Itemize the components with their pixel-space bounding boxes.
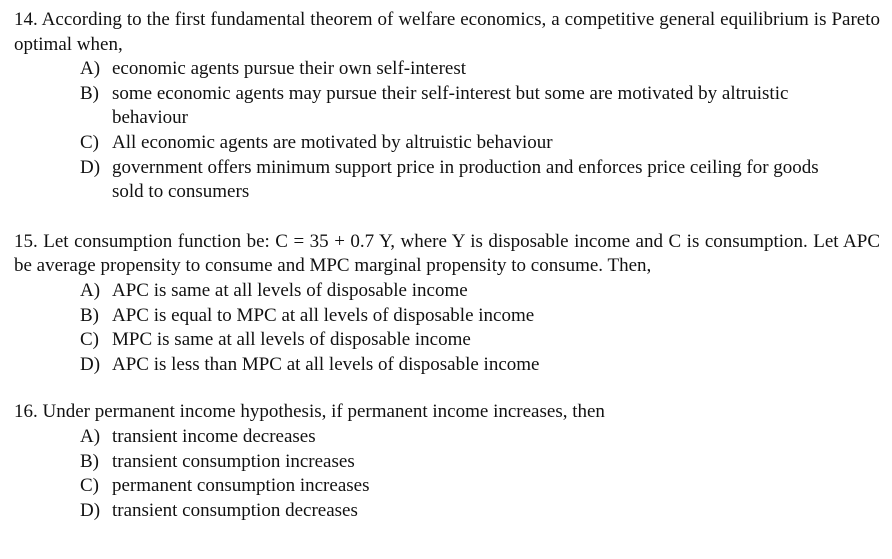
option-b <box>80 450 880 475</box>
question-stem: 16. Under permanent income hypothesis, if permanent income increases, then <box>14 401 605 423</box>
spacer <box>14 205 880 230</box>
option-letter: A) <box>80 279 101 301</box>
question-stem: 15. Let consumption function be: C = 35 + 0.7 Y, where Y is disposable income and C is consumption. Let APC be average propensity to consume and MPC marginal propensity to consume. Then, <box>14 230 880 277</box>
question-16 <box>14 400 880 523</box>
option-letter: B) <box>80 304 99 326</box>
option-text: transient consumption decreases <box>112 499 358 521</box>
option-text: APC is equal to MPC at all levels of disposable income <box>112 304 535 326</box>
option-c <box>80 328 880 353</box>
option-list <box>14 279 880 377</box>
option-text: transient income decreases <box>112 425 316 447</box>
option-list <box>14 57 880 205</box>
option-text: APC is less than MPC at all levels of disposable income <box>112 353 540 375</box>
option-text: MPC is same at all levels of disposable income <box>112 329 471 351</box>
spacer <box>14 377 880 400</box>
option-list <box>14 425 880 523</box>
question-stem: 14. According to the first fundamental theorem of welfare economics, a competitive general equilibrium is Pareto optimal when, <box>14 9 880 55</box>
option-text: transient consumption increases <box>112 450 355 472</box>
option-b <box>80 82 880 131</box>
option-a <box>80 279 880 304</box>
option-text: All economic agents are motivated by altruistic behaviour <box>112 131 553 153</box>
option-letter: D) <box>80 353 101 375</box>
option-a <box>80 425 880 450</box>
option-text: some economic agents may pursue their self-interest but some are motivated by altruistic behaviour <box>112 82 789 129</box>
option-letter: A) <box>80 58 101 80</box>
question-15 <box>14 230 880 378</box>
option-d <box>80 353 880 378</box>
question-14 <box>14 8 880 205</box>
option-a <box>80 57 880 82</box>
option-c <box>80 474 880 499</box>
option-b <box>80 304 880 329</box>
option-d <box>80 499 880 524</box>
option-letter: C) <box>80 475 99 497</box>
option-letter: A) <box>80 425 101 447</box>
option-letter: D) <box>80 499 101 521</box>
option-letter: B) <box>80 82 99 104</box>
option-text: permanent consumption increases <box>112 475 370 497</box>
question-page <box>14 8 880 523</box>
option-letter: D) <box>80 156 101 178</box>
option-letter: C) <box>80 329 99 351</box>
option-text: economic agents pursue their own self-interest <box>112 58 467 80</box>
option-c <box>80 131 880 156</box>
option-text: APC is same at all levels of disposable income <box>112 279 468 301</box>
option-d <box>80 156 880 205</box>
option-letter: C) <box>80 131 99 153</box>
option-text: government offers minimum support price in production and enforces price ceiling for goods sold to consumers <box>112 156 819 203</box>
option-letter: B) <box>80 450 99 472</box>
